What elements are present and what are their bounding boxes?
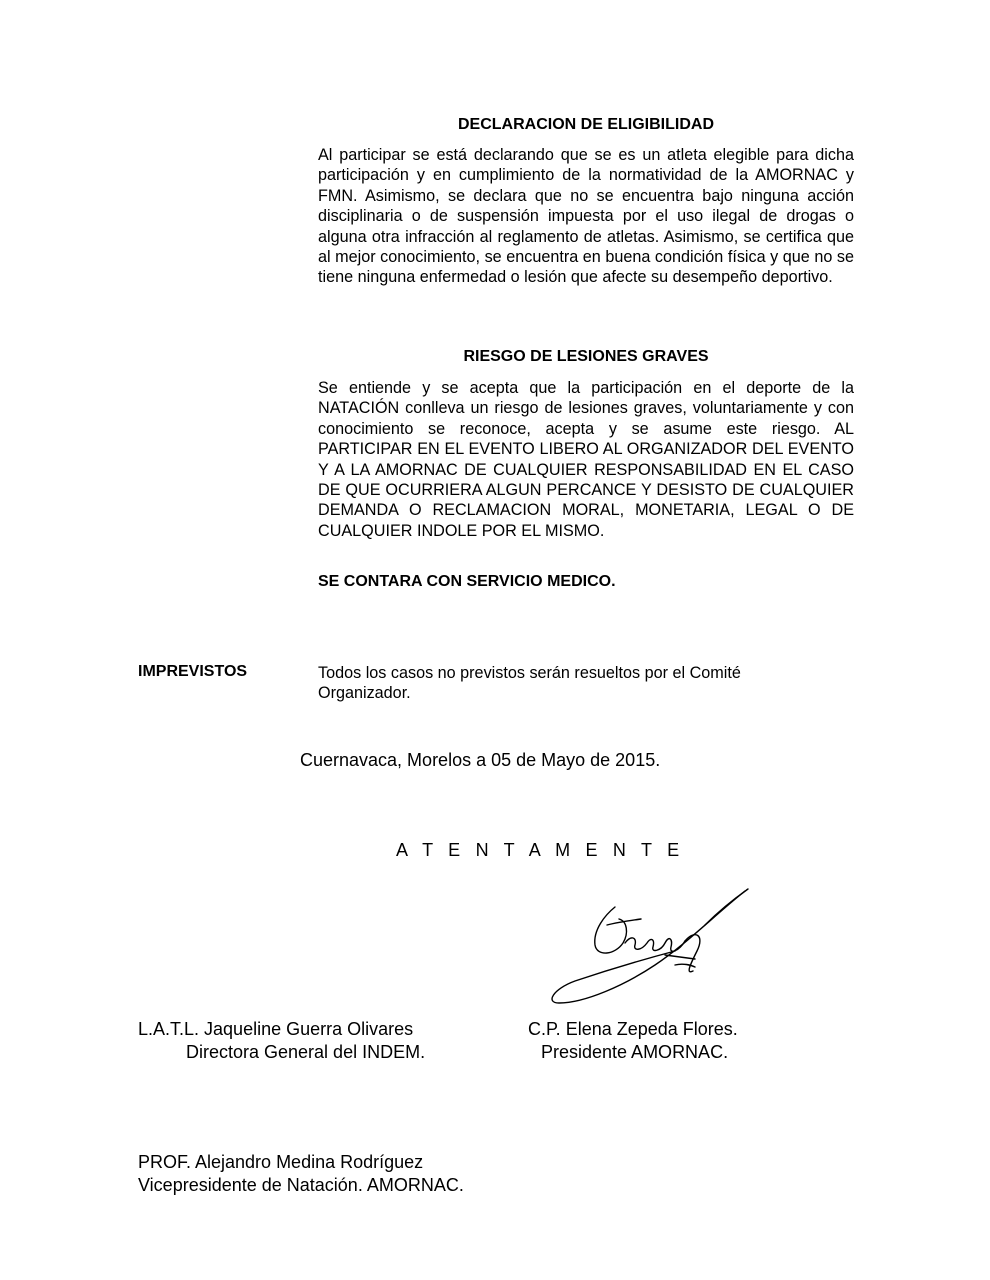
- signatory-left-name: L.A.T.L. Jaqueline Guerra Olivares: [138, 1019, 414, 1039]
- closing-text: A T E N T A M E N T E: [396, 840, 685, 860]
- signatory-left: [138, 1018, 425, 1064]
- riesgo-body-container: [318, 378, 854, 541]
- imprevistos-text: [318, 663, 854, 704]
- signatory-right: [528, 1018, 738, 1064]
- signatory-bottom: [138, 1151, 464, 1197]
- declaracion-body: Al participar se está declarando que se es un atleta elegible para dicha participación y en cumplimiento de la normatividad de la AMORNAC y FMN. Asimismo, se declara que no se encuentra bajo ninguna acción disciplinaria o de suspensión impuesta por el uso ilegal de drogas o alguna otra infracción al reglamento de atletas. Asimismo, se certifica que al mejor conocimiento, se encuentra en buena condición física y que no se tiene ninguna enfermedad o lesión que afecte su desempeño deportivo.: [318, 146, 854, 287]
- imprevistos-line-2: Organizador.: [318, 684, 411, 703]
- riesgo-section: [318, 348, 854, 366]
- signatory-bottom-name: PROF. Alejandro Medina Rodríguez: [138, 1152, 424, 1172]
- riesgo-title: RIESGO DE LESIONES GRAVES: [463, 348, 709, 365]
- place-date: Cuernavaca, Morelos a 05 de Mayo de 2015.: [300, 750, 661, 770]
- signature-image: [545, 885, 760, 1015]
- signatory-bottom-role: Vicepresidente de Natación. AMORNAC.: [138, 1175, 464, 1195]
- signatory-right-role: Presidente AMORNAC.: [541, 1042, 729, 1062]
- imprevistos-label: IMPREVISTOS: [138, 663, 248, 680]
- declaracion-section: [318, 116, 854, 134]
- imprevistos-line-1: Todos los casos no previstos serán resueltos por el Comité: [318, 664, 741, 682]
- declaracion-title: DECLARACION DE ELIGIBILIDAD: [458, 116, 714, 133]
- medical-service-note: SE CONTARA CON SERVICIO MEDICO.: [318, 573, 616, 590]
- signatory-right-name: C.P. Elena Zepeda Flores.: [528, 1019, 738, 1039]
- declaracion-body-container: [318, 145, 854, 288]
- medical-service-container: [318, 573, 854, 591]
- riesgo-body: Se entiende y se acepta que la participación en el deporte de la NATACIÓN conlleva un riesgo de lesiones graves, voluntariamente y con conocimiento se reconoce, acepta y se asume este riesgo. AL PARTICIPAR EN EL EVENTO LIBERO AL ORGANIZADOR DEL EVENTO Y A LA AMORNAC DE CUALQUIER RESPONSABILIDAD EN EL CASO DE QUE OCURRIERA ALGUN PERCANCE Y DESISTO DE CUALQUIER DEMANDA O RECLAMACION MORAL, MONETARIA, LEGAL O DE CUALQUIER INDOLE POR EL MISMO.: [318, 379, 854, 540]
- signatory-left-role: Directora General del INDEM.: [186, 1042, 426, 1062]
